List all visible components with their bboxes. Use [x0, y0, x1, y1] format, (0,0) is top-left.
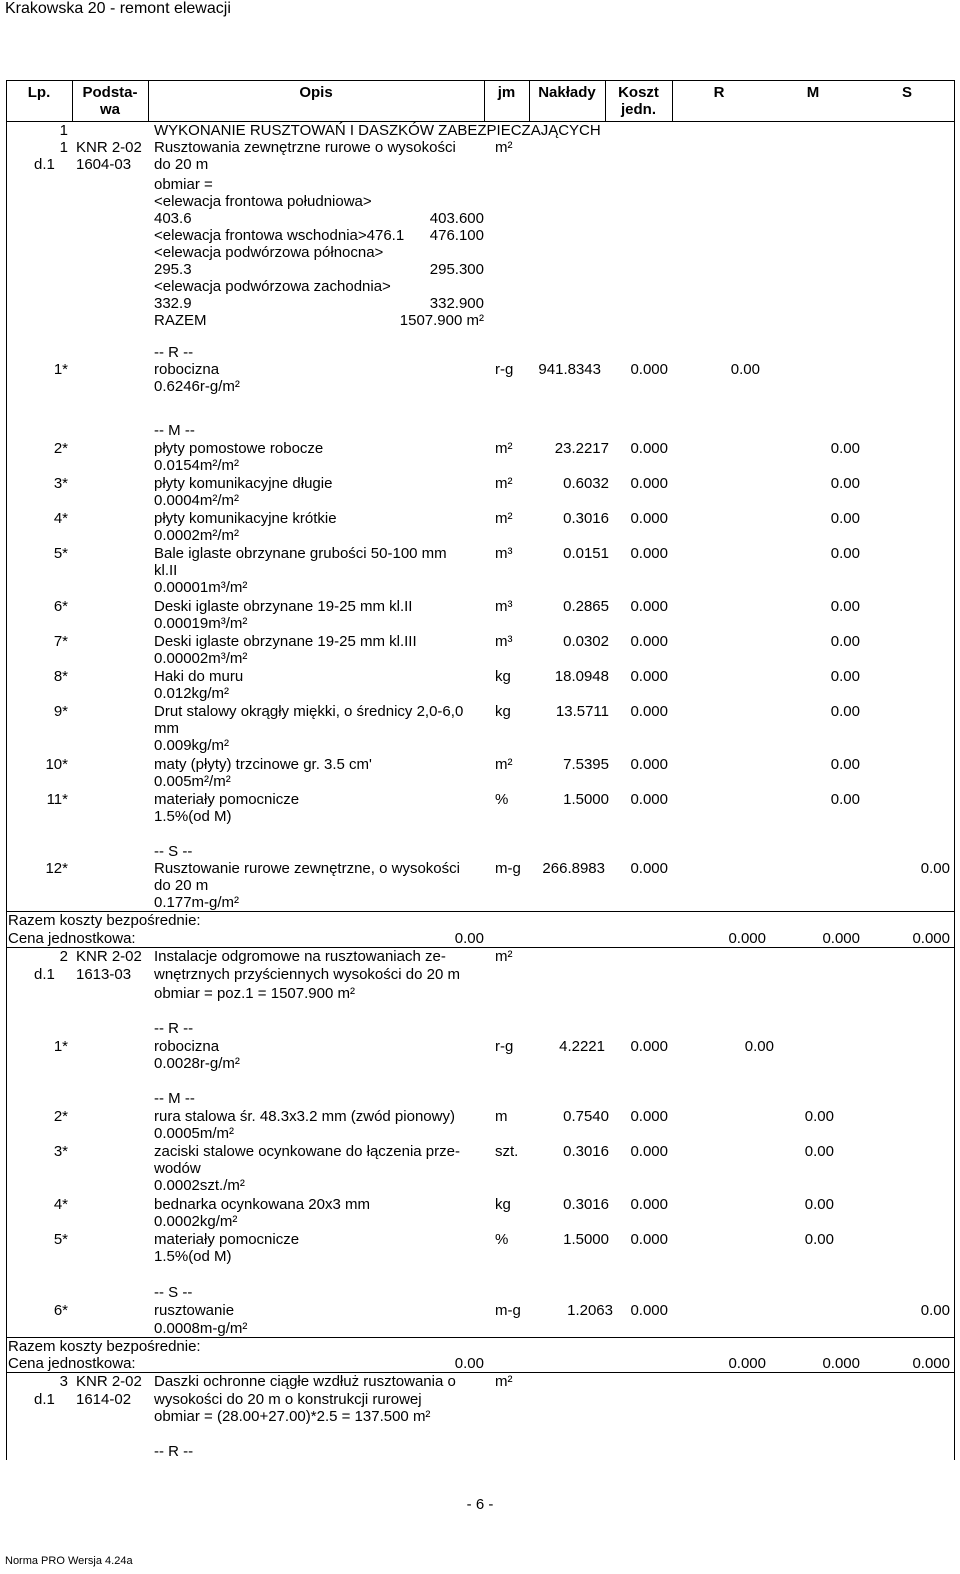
header-podstawa: Podsta- [82, 84, 138, 101]
m-item-jm: m³ [495, 633, 513, 650]
document-title: Krakowska 20 - remont elewacji [5, 0, 231, 17]
m-item-lp: 8* [53, 668, 68, 685]
pos1-m1-label: <elewacja frontowa południowa> [154, 193, 372, 210]
pos3-unit: m² [495, 1373, 513, 1390]
m-item-norm: 0.0002m²/m² [154, 527, 240, 544]
pos2-sum-s: 0.000 [912, 1355, 950, 1372]
header-r: R [713, 84, 725, 101]
m-item-lp: 9* [53, 703, 68, 720]
m-item-name: rura stalowa śr. 48.3x3.2 mm (zwód pionowy) [154, 1108, 455, 1125]
pos1-m4-val: 332.9 [154, 295, 192, 312]
m-item-value: 0.00 [804, 1143, 834, 1160]
pos1-s-name: Rusztowanie rurowe zewnętrzne, o wysokości [154, 860, 460, 877]
pos1-number: 1 [59, 139, 68, 156]
m-item-koszt: 0.000 [630, 1196, 668, 1213]
m-item-name: Bale iglaste obrzynane grubości 50-100 mm [154, 545, 447, 562]
pos2-basis-code: KNR 2-02 [76, 948, 142, 965]
m-item-naklady: 18.0948 [554, 668, 609, 685]
pos1-s-jm: m-g [495, 860, 521, 877]
m-item-jm: m³ [495, 598, 513, 615]
pos2-r-norm: 0.0028r-g/m² [154, 1055, 240, 1072]
m-item-lp: 5* [53, 545, 68, 562]
m-item-naklady: 7.5395 [563, 756, 609, 773]
pos2-end-border [6, 1372, 954, 1373]
m-item-norm: 0.00001m³/m² [154, 579, 248, 596]
m-item-lp: 4* [53, 1196, 68, 1213]
m-item-name: Haki do muru [154, 668, 244, 685]
m-item-koszt: 0.000 [630, 510, 668, 527]
m-item-naklady: 0.3016 [563, 1143, 609, 1160]
pos1-r-koszt: 0.000 [630, 361, 668, 378]
pos1-razem-label: RAZEM [154, 312, 207, 329]
pos2-sum-r: 0.000 [728, 1355, 766, 1372]
m-item-lp: 6* [53, 598, 68, 615]
pos1-razem-koszty: Razem koszty bezpośrednie: [8, 912, 201, 929]
m-item-name2: mm [154, 720, 179, 737]
m-item-norm: 1.5%(od M) [154, 808, 232, 825]
pos1-r-jm: r-g [495, 361, 514, 378]
m-item-koszt: 0.000 [630, 475, 668, 492]
header-jm: jm [497, 84, 516, 101]
m-item-jm: szt. [495, 1143, 519, 1160]
pos1-basis-code: KNR 2-02 [76, 139, 142, 156]
section-title: WYKONANIE RUSZTOWAŃ I DASZKÓW ZABEZPIECZAJĄCYCH [154, 122, 601, 139]
pos1-basis-num: 1604-03 [76, 156, 132, 173]
m-item-koszt: 0.000 [630, 598, 668, 615]
m-item-value: 0.00 [830, 668, 860, 685]
m-item-value: 0.00 [830, 598, 860, 615]
pos1-s-norm: 0.177m-g/m² [154, 894, 240, 911]
m-item-norm: 0.0002kg/m² [154, 1213, 238, 1230]
m-item-name: maty (płyty) trzcinowe gr. 3.5 cm' [154, 756, 372, 773]
m-item-naklady: 1.5000 [563, 1231, 609, 1248]
m-item-koszt: 0.000 [630, 1108, 668, 1125]
pos2-r-lp: 1* [53, 1038, 68, 1055]
pos2-desc-2: wnętrznych przyściennych wysokości do 20 m [154, 966, 460, 983]
pos1-r-lp: 1* [53, 361, 68, 378]
pos2-razem-koszty: Razem koszty bezpośrednie: [8, 1338, 201, 1355]
m-item-naklady: 0.6032 [563, 475, 609, 492]
pos2-s-name: rusztowanie [154, 1302, 235, 1319]
pos1-s-lp: 12* [45, 860, 68, 877]
pos3-obmiar: obmiar = (28.00+27.00)*2.5 = 137.500 m² [154, 1408, 431, 1425]
pos1-m3-res: 295.300 [429, 261, 484, 278]
pos3-desc-1: Daszki ochronne ciągłe wzdłuż rusztowania o [154, 1373, 456, 1390]
m-item-name: Deski iglaste obrzynane 19-25 mm kl.III [154, 633, 417, 650]
m-item-norm: 0.00002m³/m² [154, 650, 248, 667]
pos1-r-marker: -- R -- [154, 344, 194, 361]
section-number: 1 [59, 122, 68, 139]
pos2-s-naklady: 1.2063 [567, 1302, 613, 1319]
header-koszt-2: jedn. [620, 101, 656, 118]
pos2-r-naklady: 4.2221 [559, 1038, 605, 1055]
pos2-r-koszt: 0.000 [630, 1038, 668, 1055]
m-item-value: 0.00 [804, 1196, 834, 1213]
m-item-jm: % [495, 791, 509, 808]
header-s: S [901, 84, 912, 101]
header-koszt: Koszt [618, 84, 659, 101]
pos2-desc-1: Instalacje odgromowe na rusztowaniach ze- [154, 948, 446, 965]
pos1-s-naklady: 266.8983 [542, 860, 605, 877]
pos2-s-koszt: 0.000 [630, 1302, 668, 1319]
pos1-m3-label: <elewacja podwórzowa północna> [154, 244, 384, 261]
pos1-desc-2: do 20 m [154, 156, 209, 173]
m-item-lp: 2* [53, 1108, 68, 1125]
m-item-jm: m² [495, 475, 513, 492]
pos1-m4-res: 332.900 [429, 295, 484, 312]
m-item-naklady: 0.7540 [563, 1108, 609, 1125]
header-lp: Lp. [27, 84, 51, 101]
m-item-naklady: 23.2217 [554, 440, 609, 457]
pos2-s-value: 0.00 [920, 1302, 950, 1319]
m-item-naklady: 0.2865 [563, 598, 609, 615]
m-item-name: bednarka ocynkowana 20x3 mm [154, 1196, 370, 1213]
m-item-jm: m² [495, 510, 513, 527]
m-item-norm: 0.0005m/m² [154, 1125, 235, 1142]
m-item-koszt: 0.000 [630, 756, 668, 773]
m-item-koszt: 0.000 [630, 791, 668, 808]
m-item-lp: 10* [45, 756, 68, 773]
m-item-name: płyty komunikacyjne krótkie [154, 510, 337, 527]
pos2-basis-num: 1613-03 [76, 966, 132, 983]
pos1-obmiar: obmiar = [154, 176, 213, 193]
pos1-m4-label: <elewacja podwórzowa zachodnia> [154, 278, 391, 295]
m-item-naklady: 0.0302 [563, 633, 609, 650]
pos2-cena-label: Cena jednostkowa: [8, 1355, 136, 1372]
m-item-jm: m [495, 1108, 508, 1125]
header-opis: Opis [299, 84, 333, 101]
m-item-name: zaciski stalowe ocynkowane do łączenia prze- [154, 1143, 460, 1160]
pos2-r-jm: r-g [495, 1038, 514, 1055]
pos1-cena-value: 0.00 [454, 930, 484, 947]
pos1-m1-val: 403.6 [154, 210, 192, 227]
m-item-norm: 0.009kg/m² [154, 737, 230, 754]
m-item-lp: 4* [53, 510, 68, 527]
m-item-name: materiały pomocnicze [154, 791, 300, 808]
m-item-koszt: 0.000 [630, 1231, 668, 1248]
m-item-value: 0.00 [830, 703, 860, 720]
m-item-value: 0.00 [830, 545, 860, 562]
m-item-norm: 0.012kg/m² [154, 685, 230, 702]
header-podstawa-2: wa [99, 101, 120, 118]
pos1-s-koszt: 0.000 [630, 860, 668, 877]
footer-software: Norma PRO Wersja 4.24a [5, 1555, 133, 1567]
pos2-s-lp: 6* [53, 1302, 68, 1319]
pos1-m2-label: <elewacja frontowa wschodnia>476.1 [154, 227, 405, 244]
m-item-norm: 0.0004m²/m² [154, 492, 240, 509]
pos2-d: d.1 [34, 966, 55, 983]
pos1-r-value: 0.00 [730, 361, 760, 378]
pos2-r-value: 0.00 [744, 1038, 774, 1055]
m-item-lp: 3* [53, 1143, 68, 1160]
pos1-m2-res: 476.100 [429, 227, 484, 244]
m-item-lp: 3* [53, 475, 68, 492]
m-item-jm: % [495, 1231, 509, 1248]
m-item-jm: kg [495, 668, 511, 685]
m-item-norm: 0.0154m²/m² [154, 457, 240, 474]
m-item-naklady: 0.3016 [563, 510, 609, 527]
pos3-desc-2: wysokości do 20 m o konstrukcji rurowej [154, 1391, 422, 1408]
pos1-sum-s: 0.000 [912, 930, 950, 947]
m-item-name: Drut stalowy okrągły miękki, o średnicy 2,0-6,0 [154, 703, 464, 720]
m-item-lp: 7* [53, 633, 68, 650]
pos3-basis-num: 1614-02 [76, 1391, 132, 1408]
m-item-lp: 11* [46, 791, 68, 808]
m-item-value: 0.00 [830, 633, 860, 650]
m-item-koszt: 0.000 [630, 545, 668, 562]
pos1-desc-1: Rusztowania zewnętrzne rurowe o wysokości [154, 139, 456, 156]
m-item-jm: m² [495, 756, 513, 773]
m-item-naklady: 1.5000 [563, 791, 609, 808]
m-item-naklady: 0.3016 [563, 1196, 609, 1213]
pos1-s-marker: -- S -- [154, 843, 193, 860]
pos2-s-norm: 0.0008m-g/m² [154, 1320, 248, 1337]
m-item-koszt: 0.000 [630, 668, 668, 685]
m-item-jm: kg [495, 1196, 511, 1213]
pos3-number: 3 [59, 1373, 68, 1390]
pos2-cena-value: 0.00 [454, 1355, 484, 1372]
pos2-r-name: robocizna [154, 1038, 220, 1055]
m-item-value: 0.00 [830, 791, 860, 808]
pos1-end-border [6, 947, 954, 948]
m-item-value: 0.00 [830, 510, 860, 527]
pos2-obmiar: obmiar = poz.1 = 1507.900 m² [154, 985, 355, 1002]
m-item-lp: 2* [53, 440, 68, 457]
pos3-d: d.1 [34, 1391, 55, 1408]
m-item-name: płyty pomostowe robocze [154, 440, 324, 457]
header-m: M [806, 84, 820, 101]
m-item-value: 0.00 [830, 475, 860, 492]
m-item-naklady: 13.5711 [555, 703, 609, 720]
m-item-lp: 5* [53, 1231, 68, 1248]
m-item-norm: 0.00019m³/m² [154, 615, 248, 632]
table-right-border [954, 80, 955, 1460]
pos1-sum-r: 0.000 [728, 930, 766, 947]
m-item-jm: kg [495, 703, 511, 720]
pos1-s-name2: do 20 m [154, 877, 209, 894]
m-item-value: 0.00 [804, 1108, 834, 1125]
m-item-norm: 0.005m²/m² [154, 773, 231, 790]
m-item-name: płyty komunikacyjne długie [154, 475, 333, 492]
m-item-name: Deski iglaste obrzynane 19-25 mm kl.II [154, 598, 413, 615]
pos1-m-marker: -- M -- [154, 422, 195, 439]
m-item-naklady: 0.0151 [563, 545, 609, 562]
m-item-koszt: 0.000 [630, 703, 668, 720]
pos3-r-marker: -- R -- [154, 1443, 194, 1460]
pos1-cena-label: Cena jednostkowa: [8, 930, 136, 947]
pos1-s-value: 0.00 [920, 860, 950, 877]
header-naklady: Nakłady [538, 84, 596, 101]
pos1-r-norm: 0.6246r-g/m² [154, 378, 240, 395]
pos1-sum-m: 0.000 [822, 930, 860, 947]
pos2-m-marker: -- M -- [154, 1090, 195, 1107]
m-item-value: 0.00 [830, 440, 860, 457]
pos1-r-name: robocizna [154, 361, 220, 378]
m-item-name2: kl.II [154, 562, 178, 579]
m-item-koszt: 0.000 [630, 1143, 668, 1160]
pos2-sum-m: 0.000 [822, 1355, 860, 1372]
pos2-unit: m² [495, 948, 513, 965]
pos3-basis-code: KNR 2-02 [76, 1373, 142, 1390]
pos1-m1-res: 403.600 [429, 210, 484, 227]
pos1-razem-val: 1507.900 m² [399, 312, 484, 329]
m-item-koszt: 0.000 [630, 633, 668, 650]
pos1-unit: m² [495, 139, 513, 156]
m-item-norm: 1.5%(od M) [154, 1248, 232, 1265]
m-item-jm: m³ [495, 545, 513, 562]
page-number: - 6 - [466, 1496, 494, 1513]
m-item-koszt: 0.000 [630, 440, 668, 457]
pos2-s-jm: m-g [495, 1302, 521, 1319]
m-item-jm: m² [495, 440, 513, 457]
pos1-d: d.1 [34, 156, 55, 173]
m-item-norm: 0.0002szt./m² [154, 1177, 245, 1194]
m-item-name2: wodów [154, 1160, 201, 1177]
pos2-r-marker: -- R -- [154, 1020, 194, 1037]
m-item-name: materiały pomocnicze [154, 1231, 300, 1248]
m-item-value: 0.00 [830, 756, 860, 773]
pos2-number: 2 [59, 948, 68, 965]
pos1-m3-val: 295.3 [154, 261, 192, 278]
pos1-r-naklady: 941.8343 [538, 361, 601, 378]
m-item-value: 0.00 [804, 1231, 834, 1248]
pos2-s-marker: -- S -- [154, 1284, 193, 1301]
